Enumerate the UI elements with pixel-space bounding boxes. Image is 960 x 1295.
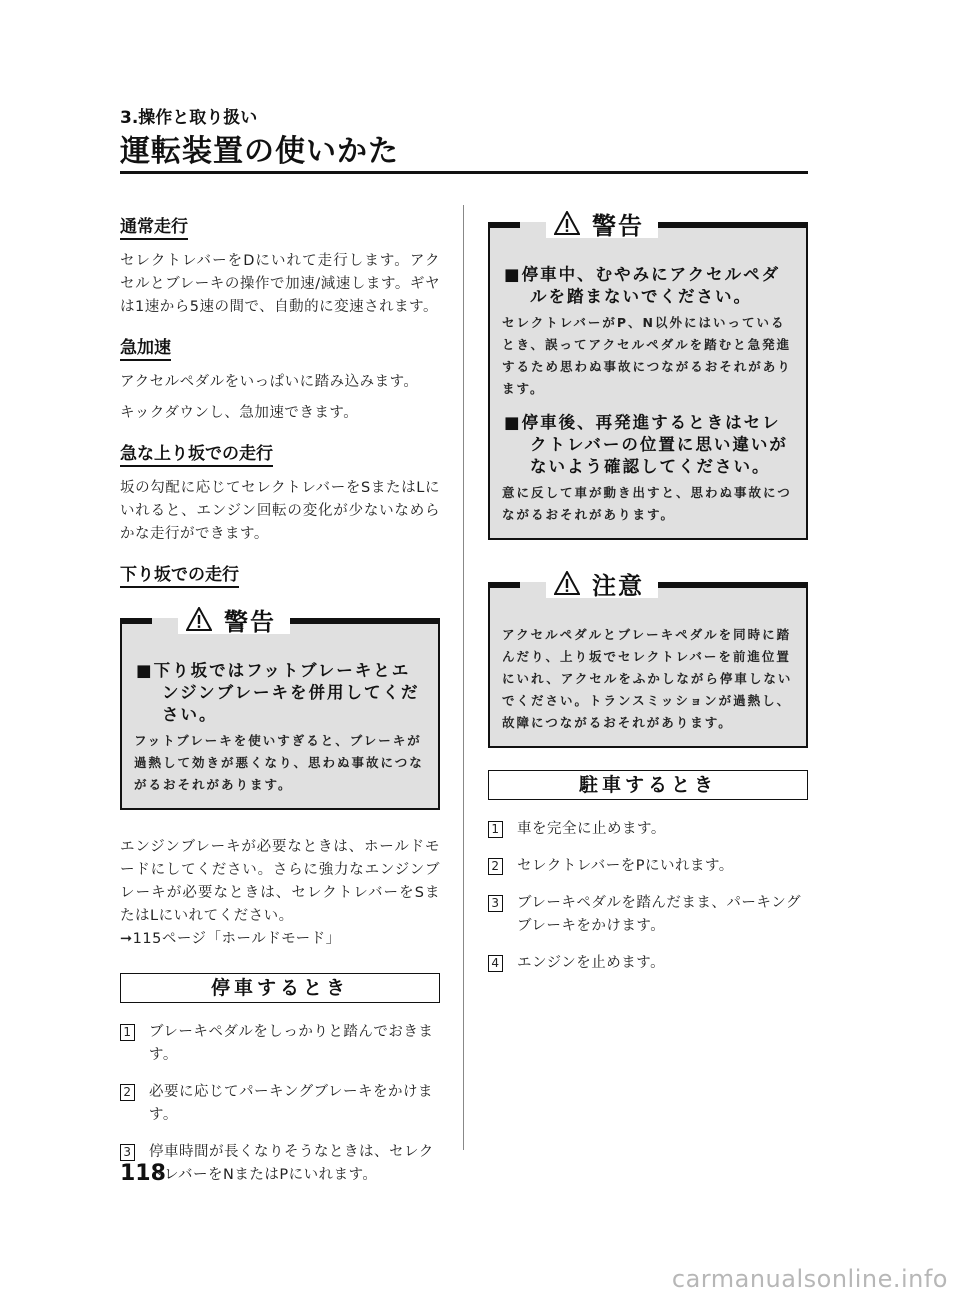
callout-bar xyxy=(488,582,520,588)
page-title: 運転装置の使いかた xyxy=(120,134,399,169)
stop-section-title: 停車するとき xyxy=(120,973,440,1003)
step-number: 1 xyxy=(120,1024,135,1041)
step-text: 必要に応じてパーキングブレーキをかけます。 xyxy=(149,1084,433,1123)
step-text: ブレーキペダルをしっかりと踏んでおきます。 xyxy=(149,1024,434,1063)
warning-heading: ■停車中、むやみにアクセルペダルを踏まないでください。 xyxy=(504,265,781,306)
warning-box-downhill xyxy=(120,607,440,810)
warning-heading: ■下り坂ではフットブレーキとエンジンブレーキを併用してください。 xyxy=(136,661,420,724)
step-text: セレクトレバーをPにいれます。 xyxy=(517,858,734,874)
callout-bar xyxy=(488,222,520,228)
section-steep-uphill xyxy=(120,439,440,546)
step-number: 1 xyxy=(488,821,503,838)
warning-heading: ■停車後、再発進するときはセレクトレバーの位置に思い違いがないよう確認してください。 xyxy=(504,413,788,476)
caution-box xyxy=(488,571,808,748)
step-text: 停車時間が長くなりそうなときは、セレクトレバーをNまたはPにいれます。 xyxy=(149,1144,434,1183)
watermark: carmanualsonline.info xyxy=(671,1265,948,1293)
callout-cap xyxy=(488,571,808,612)
page-reference-link[interactable]: ➞115ページ「ホールドモード」 xyxy=(120,931,341,947)
title-rule xyxy=(120,171,808,174)
caution-body: アクセルペダルとブレーキペダルを同時に踏んだり、上り坂でセレクトレバーを前進位置にいれ、アクセルをふかしながら停車しないでください。トランスミッションが過熱し、故障につながるおそれがあります。 xyxy=(502,627,793,730)
section-paragraph: セレクトレバーをDにいれて走行します。アクセルとブレーキの操作で加速/減速します。ギヤは1速から5速の間で、自動的に変速されます。 xyxy=(120,253,440,315)
park-steps xyxy=(488,818,808,975)
step-item xyxy=(120,1081,440,1127)
warning-triangle-icon xyxy=(186,607,212,631)
step-item xyxy=(488,855,808,878)
breadcrumb: 3.操作と取り扱い xyxy=(120,108,258,128)
step-item xyxy=(120,1141,440,1187)
step-text: 車を完全に止めます。 xyxy=(517,821,666,837)
callout-label-text: 警告 xyxy=(592,211,644,240)
section-paragraph: アクセルペダルをいっぱいに踏み込みます。 xyxy=(120,374,419,390)
section-heading: 急な上り坂での走行 xyxy=(120,439,273,467)
section-normal-driving xyxy=(120,212,440,319)
section-rapid-acceleration xyxy=(120,333,440,425)
step-item xyxy=(488,892,808,938)
step-item xyxy=(488,818,808,841)
section-heading: 通常走行 xyxy=(120,212,188,240)
warning-box-stopped xyxy=(488,211,808,540)
page-number: 118 xyxy=(120,1161,166,1186)
section-paragraph: キックダウンし、急加速できます。 xyxy=(120,405,359,421)
stop-steps xyxy=(120,1021,440,1187)
step-item xyxy=(488,952,808,975)
step-number: 3 xyxy=(488,895,503,912)
step-text: エンジンを止めます。 xyxy=(517,955,666,971)
step-text: ブレーキペダルを踏んだまま、パーキングブレーキをかけます。 xyxy=(517,895,801,934)
caution-triangle-icon xyxy=(554,571,580,595)
warning-body: セレクトレバーがP、N以外にはいっているとき、誤ってアクセルペダルを踏むと急発進するため思わぬ事故につながるおそれがあります。 xyxy=(502,315,792,396)
callout-label xyxy=(178,604,290,634)
callout-bar xyxy=(282,618,440,624)
callout-label-text: 警告 xyxy=(224,607,276,636)
section-paragraph: 坂の勾配に応じてセレクトレバーをSまたはLにいれると、エンジン回転の変化が少ないなめらかな走行ができます。 xyxy=(120,480,440,542)
callout-bar xyxy=(120,618,152,624)
callout-label xyxy=(546,208,658,238)
callout-cap xyxy=(120,607,440,648)
warning-body: 意に反して車が動き出すと、思わぬ事故につながるおそれがあります。 xyxy=(502,485,792,522)
step-number: 2 xyxy=(120,1084,135,1101)
step-number: 3 xyxy=(120,1144,135,1161)
left-column xyxy=(120,212,440,1201)
engine-brake-paragraph: エンジンブレーキが必要なときは、ホールドモードにしてください。さらに強力なエンジンブレーキが必要なときは、セレクトレバーをSまたはLにいれてください。 xyxy=(120,839,440,924)
section-heading: 下り坂での走行 xyxy=(120,560,239,588)
step-number: 4 xyxy=(488,955,503,972)
column-divider xyxy=(463,205,464,1150)
callout-label xyxy=(546,568,658,598)
callout-bar xyxy=(650,582,808,588)
warning-triangle-icon xyxy=(554,211,580,235)
warning-body: フットブレーキを使いすぎると、ブレーキが過熱して効きが悪くなり、思わぬ事故につながるおそれがあります。 xyxy=(134,733,424,792)
callout-bar xyxy=(650,222,808,228)
section-heading: 急加速 xyxy=(120,333,171,361)
park-section-title: 駐車するとき xyxy=(488,770,808,800)
right-column xyxy=(488,211,808,989)
step-item xyxy=(120,1021,440,1067)
callout-cap xyxy=(488,211,808,252)
callout-label-text: 注意 xyxy=(592,571,644,600)
step-number: 2 xyxy=(488,858,503,875)
